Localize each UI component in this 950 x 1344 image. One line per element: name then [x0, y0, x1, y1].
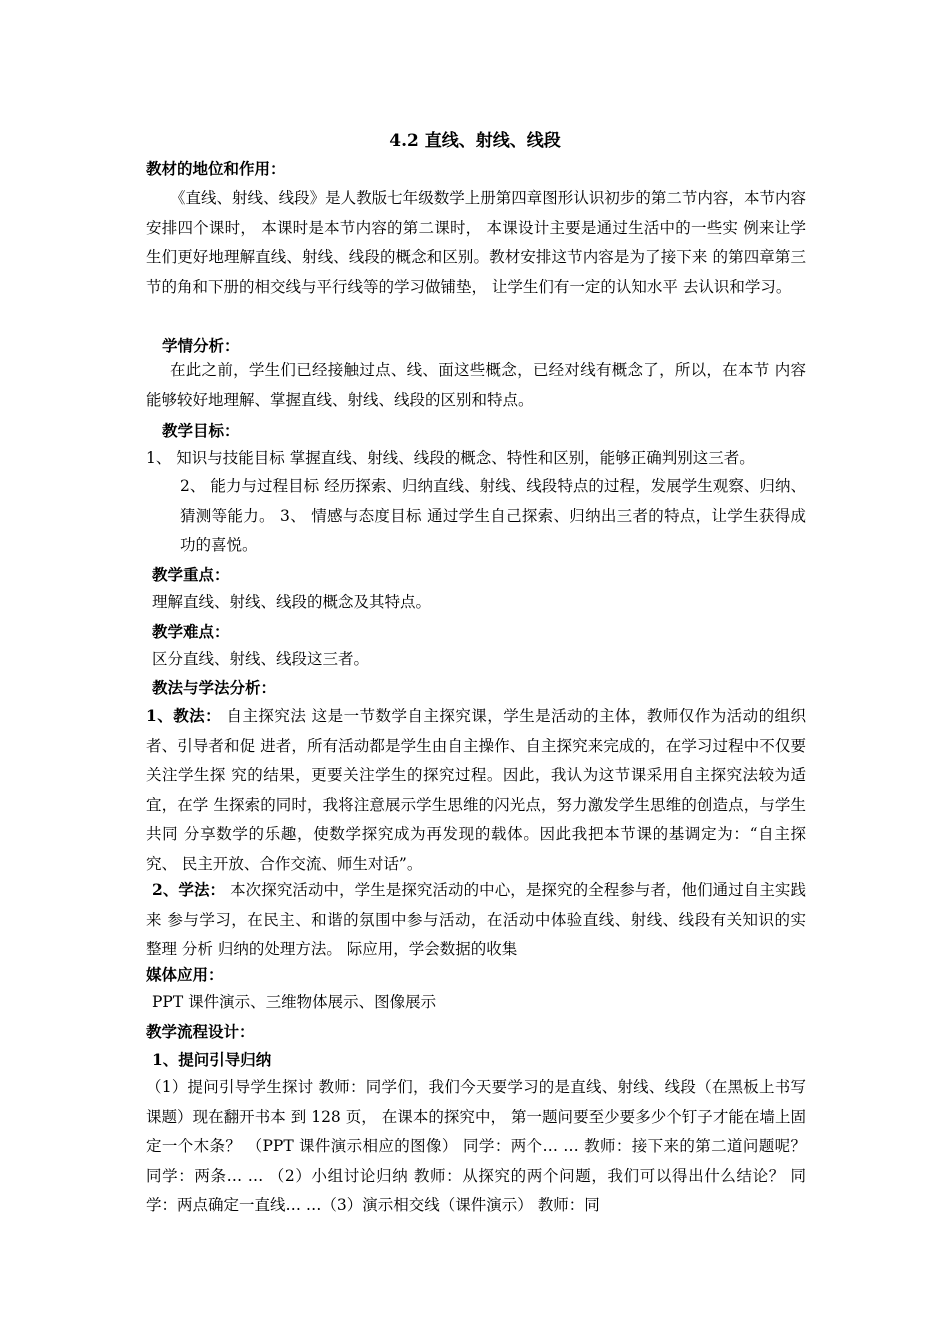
label-teaching-method: 1、教法：	[146, 706, 222, 725]
heading-textbook-role: 教材的地位和作用：	[146, 159, 286, 178]
paragraph-teaching-method	[146, 701, 806, 879]
paragraph-student-analysis: 在此之前，学生们已经接触过点、线、面这些概念，已经对线有概念了，所以，在本节 内容能够较好地理解、掌握直线、射线、线段的区别和特点。	[146, 361, 806, 409]
heading-process: 教学流程设计：	[146, 1022, 255, 1041]
heading-methods: 教法与学法分析：	[152, 678, 277, 697]
subheading-questioning: 1、提问引导归纳	[152, 1050, 272, 1069]
heading-student-analysis: 学情分析：	[162, 336, 240, 355]
text-difficult-points: 区分直线、射线、线段这三者。	[152, 650, 370, 668]
text-teaching-method: 自主探究法 这是一节数学自主探究课，学生是活动的主体，教师仅作为活动的组织者、引导者和促 进者，所有活动都是学生由自主操作、自主探究来完成的，在学习过程中不仅要关注学生探 究的结果，更要关注学生的探究过程。因此，我认为这节课采用自主探究法较为适宜，在学 生探索的同时，我将注意展示学生思维的闪光点，努力激发学生思维的创造点，与学生共同 分享数学的乐趣，使数学探究成为再发现的载体。因此我把本节课的基调定为：“自主探究、 民主开放、合作交流、师生对话”。	[146, 707, 806, 873]
heading-teaching-goals: 教学目标：	[162, 421, 240, 440]
label-learning-method: 2、学法：	[152, 880, 226, 899]
document-title: 4.2 直线、射线、线段	[389, 131, 561, 151]
heading-difficult-points: 教学难点：	[152, 622, 230, 641]
goal-item-2-3: 2、 能力与过程目标 经历探索、归纳直线、射线、线段特点的过程，发展学生观察、归纳、猜测等能力。 3、 情感与态度目标 通过学生自己探索、归纳出三者的特点，让学生获得成功的喜悦。	[180, 477, 806, 554]
goal-item-1: 1、 知识与技能目标 掌握直线、射线、线段的概念、特性和区别，能够正确判别这三者。	[146, 449, 755, 467]
paragraph-textbook-role: 《直线、射线、线段》是人教版七年级数学上册第四章图形认识初步的第二节内容，本节内容安排四个课时， 本课时是本节内容的第二课时， 本课设计主要是通过生活中的一些实 例来让学生们更好地理解直线、射线、线段的概念和区别。教材安排这节内容是为了接下来 的第四章第三节的角和下册的相交线与平行线等的学习做铺垫， 让学生们有一定的认知水平 去认识和学习。	[146, 189, 806, 296]
text-key-points: 理解直线、射线、线段的概念及其特点。	[152, 593, 432, 611]
paragraph-learning-method	[146, 875, 806, 965]
heading-media: 媒体应用：	[146, 965, 224, 984]
paragraph-process: （1）提问引导学生探讨 教师：同学们，我们今天要学习的是直线、射线、线段（在黑板上书写课题）现在翻开书本 到 128 页， 在课本的探究中， 第一题问要至少要多少个钉子才能在墙上固定一个木条？ （PPT 课件演示相应的图像） 同学：两个… … 教师：接下来的第二道问题呢？ 同学：两条… … （2）小组讨论归纳 教师：从探究的两个问题，我们可以得出什么结论？ 同学：两点确定一直线… …（3）演示相交线（课件演示） 教师：同	[146, 1078, 806, 1214]
text-media: PPT 课件演示、三维物体展示、图像展示	[152, 993, 437, 1011]
text-learning-method: 本次探究活动中，学生是探究活动的中心，是探究的全程参与者，他们通过自主实践来 参与学习，在民主、和谐的氛围中参与活动，在活动中体验直线、射线、线段有关知识的实 整理 分析 归纳的处理方法。 际应用，学会数据的收集	[146, 881, 806, 958]
heading-key-points: 教学重点：	[152, 565, 230, 584]
